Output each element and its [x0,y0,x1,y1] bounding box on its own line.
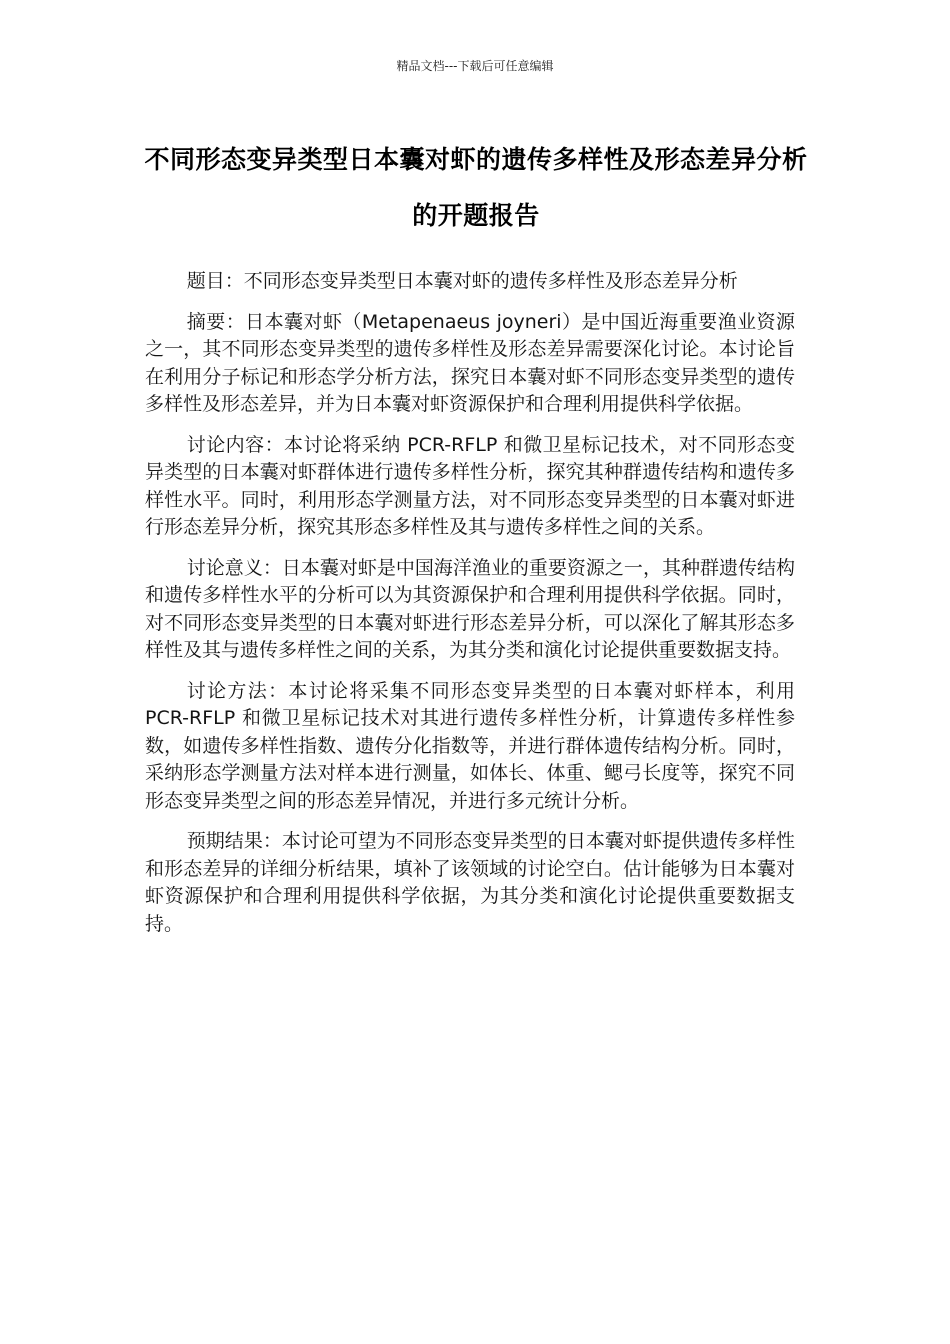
document-body [145,268,795,951]
paragraph-topic: 题目：不同形态变异类型日本囊对虾的遗传多样性及形态差异分析 [186,270,738,292]
document-title: 不同形态变异类型日本囊对虾的遗传多样性及形态差异分析的开题报告 [144,145,808,230]
header-note: 精品文档---下载后可任意编辑 [396,59,554,73]
paragraph-significance: 讨论意义：日本囊对虾是中国海洋渔业的重要资源之一，其种群遗传结构和遗传多样性水平的分析可以为其资源保护和合理利用提供科学依据。同时，对不同形态变异类型的日本囊对虾进行形态差异分析，可以深化了解其形态多样性及其与遗传多样性之间的关系，为其分类和演化讨论提供重要数据支持。 [145,556,795,661]
paragraph-content: 讨论内容：本讨论将采纳 PCR-RFLP 和微卫星标记技术，对不同形态变异类型的日本囊对虾群体进行遗传多样性分析，探究其种群遗传结构和遗传多样性水平。同时，利用形态学测量方法，对不同形态变异类型的日本囊对虾进行形态差异分析，探究其形态多样性及其与遗传多样性之间的关系。 [145,433,795,538]
paragraph-methods: 讨论方法：本讨论将采集不同形态变异类型的日本囊对虾样本，利用 PCR-RFLP 和微卫星标记技术对其进行遗传多样性分析，计算遗传多样性参数，如遗传多样性指数、遗传分化指数等，并进行群体遗传结构分析。同时，采纳形态学测量方法对样本进行测量，如体长、体重、鳃弓长度等，探究不同形态变异类型之间的形态差异情况，并进行多元统计分析。 [145,679,795,812]
paragraph-expected-results: 预期结果：本讨论可望为不同形态变异类型的日本囊对虾提供遗传多样性和形态差异的详细分析结果，填补了该领域的讨论空白。估计能够为日本囊对虾资源保护和合理利用提供科学依据，为其分类和演化讨论提供重要数据支持。 [145,830,795,935]
paragraph-abstract: 摘要：日本囊对虾（Metapenaeus joyneri）是中国近海重要渔业资源之一，其不同形态变异类型的遗传多样性及形态差异需要深化讨论。本讨论旨在利用分子标记和形态学分析方法，探究日本囊对虾不同形态变异类型的遗传多样性及形态差异，并为日本囊对虾资源保护和合理利用提供科学依据。 [145,310,795,415]
